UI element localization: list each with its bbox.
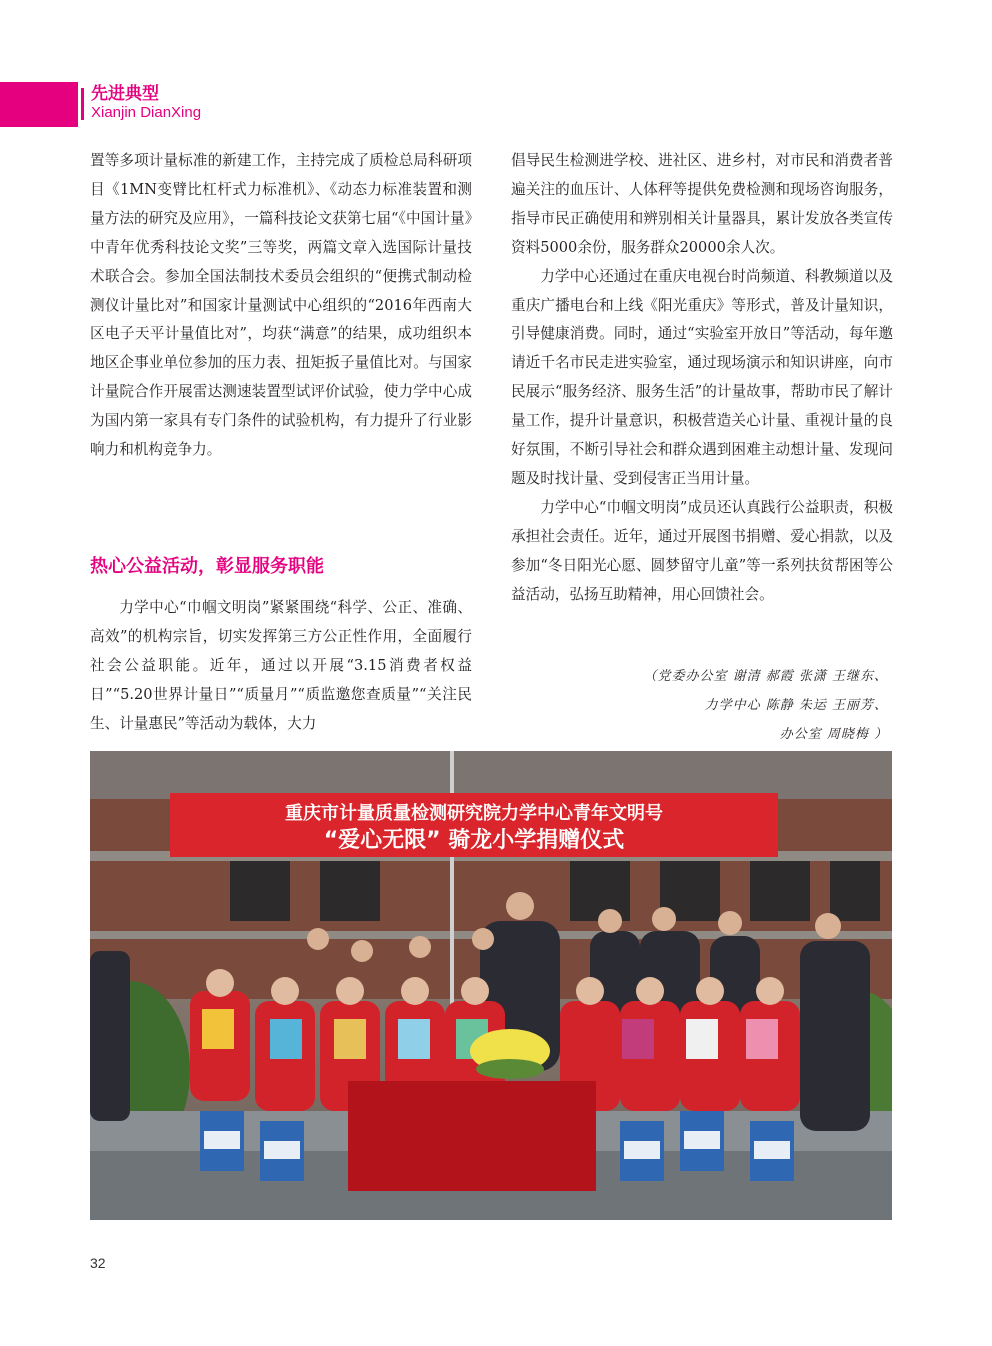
section-title: 先进典型 [91,84,159,104]
section-title-pinyin: Xianjin DianXing [91,104,202,121]
paragraph: 力学中心“巾帼文明岗”成员还认真践行公益职责，积极承担社会责任。近年，通过开展图书捐赠、爱心捐款，以及参加“冬日阳光心愿、圆梦留守儿童”等一系列扶贫帮困等公益活动，弘扬互助精神，用心回馈社会。 [511,498,893,603]
event-photo [90,751,892,1220]
page-number: 32 [90,1255,106,1271]
section-heading: 热心公益活动，彰显服务职能 [90,556,324,577]
paragraph: 倡导民生检测进学校、进社区、进乡村，对市民和消费者普遍关注的血压计、人体秤等提供免费检测和现场咨询服务，指导市民正确使用和辨别相关计量器具，累计发放各类宣传资料5000余份，服务群众20000余人次。 [511,152,893,256]
paragraph: 力学中心还通过在重庆电视台时尚频道、科教频道以及重庆广播电台和上线《阳光重庆》等形式，普及计量知识，引导健康消费。同时，通过“实验室开放日”等活动，每年邀请近千名市民走进实验室，通过现场演示和知识讲座，向市民展示“服务经济、服务生活”的计量故事，帮助市民了解计量工作，提升计量意识，积极营造关心计量、重视计量的良好氛围，不断引导社会和群众遇到困难主动想计量、发现问题及时找计量、受到侵害正当用计量。 [511,267,893,487]
section-tab-divider [81,88,84,120]
author-credit: 力学中心 陈静 朱运 王丽芳、 [704,698,888,713]
left-column [90,147,472,465]
left-column-lower [90,594,472,739]
paragraph: 力学中心“巾帼文明岗”紧紧围绕“科学、公正、准确、高效”的机构宗旨，切实发挥第三方公正性作用，全面履行社会公益职能。近年，通过以开展“3.15消费者权益日”“5.20世界计量日”“质量月”“质监邀您查质量”“关注民生、计量惠民”等活动为载体，大力 [90,599,472,732]
paragraph: 置等多项计量标准的新建工作，主持完成了质检总局科研项目《1MN变臂比杠杆式力标准机》、《动态力标准装置和测量方法的研究及应用》，一篇科技论文获第七届“《中国计量》中青年优秀科技论文奖”三等奖，两篇文章入选国际计量技术联合会。参加全国法制技术委员会组织的“便携式制动检测仪计量比对”和国家计量测试中心组织的“2016年西南大区电子天平计量值比对”，均获“满意”的结果，成功组织本地区企事业单位参加的压力表、扭矩扳子量值比对。与国家计量院合作开展雷达测速装置型试评价试验，使力学中心成为国内第一家具有专门条件的试验机构，有力提升了行业影响力和机构竞争力。 [90,152,472,459]
banner-text-line-1: 重庆市计量质量检测研究院力学中心青年文明号 [285,803,663,824]
section-tab [0,82,78,127]
author-credit: （党委办公室 谢清 郝霞 张潇 王继东、 [643,669,888,684]
author-credit: 办公室 周晓梅 ） [779,727,888,742]
banner-text-line-2: “爱心无限” 骑龙小学捐赠仪式 [323,828,625,853]
right-column [511,147,893,610]
